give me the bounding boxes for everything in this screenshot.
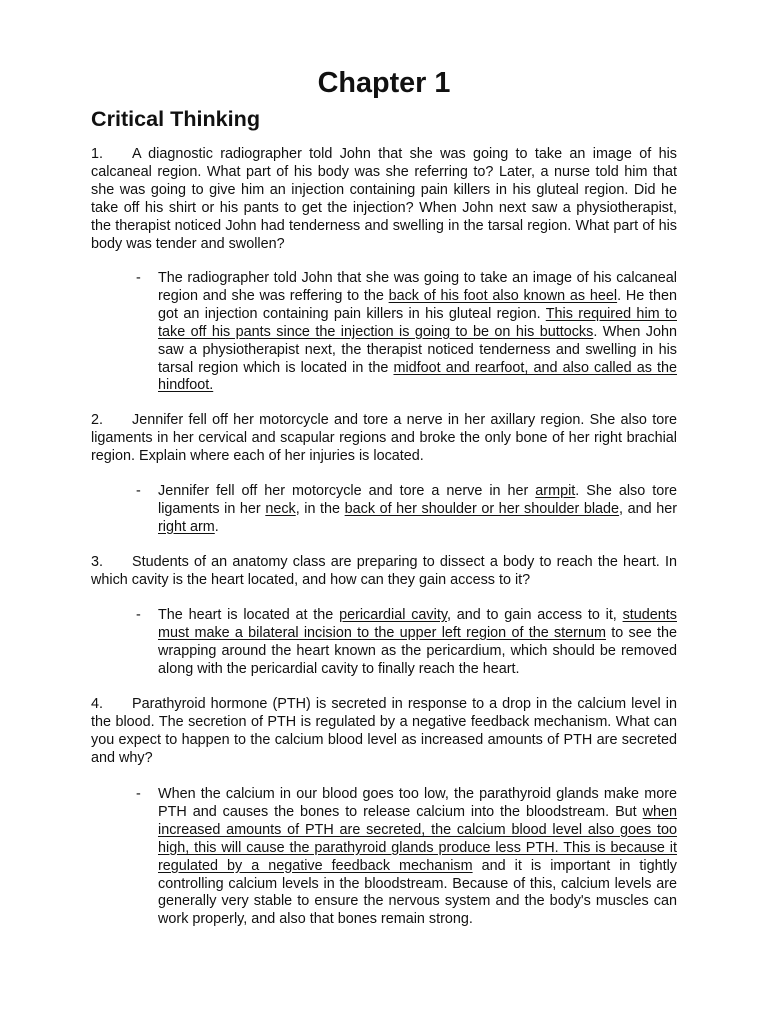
question-number: 1. — [91, 146, 104, 162]
answer-text — [158, 786, 677, 929]
chapter-title: Chapter 1 — [317, 67, 451, 99]
bullet-dash: - — [136, 786, 141, 802]
underlined-answer-phrase: pericardial cavity — [339, 607, 447, 623]
question-text: A diagnostic radiographer told John that she was going to take an image of his calcaneal region. What part of his body was she referring to? Later, a nurse told him that she was going to give him an injection containing pain killers in his gluteal region. Did he take off his shirt or his pants to get the injection? When John next saw a physiotherapist, the therapist noticed John had tenderness and swelling in the tarsal region. What part of his body was tender and swollen? — [91, 146, 677, 252]
answer-phrase: The heart is located at the — [158, 607, 340, 623]
question-2 — [91, 412, 677, 466]
question-3 — [91, 554, 677, 590]
question-1 — [91, 146, 677, 253]
underlined-answer-phrase: back of his foot also known as heel — [388, 287, 618, 304]
answer-phrase: to see the wrapping around the heart known as the pericardium, which should be removed along with the pericardial cavity to finally reach the heart. — [158, 624, 677, 677]
question-4 — [91, 696, 677, 768]
answer-phrase: , and her — [619, 500, 677, 517]
answer-phrase: . When John saw a physiotherapist next, the therapist noticed tenderness and swelling in his tarsal region which is located in the — [158, 323, 677, 376]
underlined-answer-phrase: when increased amounts of PTH are secreted, the calcium blood level also goes too high, this will cause the parathyroid glands produce less PTH. This is because it regulated by a negative feedback mechanism — [158, 803, 677, 874]
answer-phrase: The radiographer told John that she was going to take an image of his calcaneal region and she was reffering to the — [158, 270, 677, 304]
answer-phrase: . She also tore ligaments in her — [158, 483, 677, 517]
question-text: Parathyroid hormone (PTH) is secreted in response to a drop in the calcium level in the blood. The secretion of PTH is regulated by a negative feedback mechanism. What can you expect to happen to the calcium blood level as increased amounts of PTH are secreted and why? — [91, 696, 677, 766]
answer-2 — [136, 483, 677, 537]
answer-phrase: Jennifer fell off her motorcycle and tore a nerve in her — [158, 483, 536, 499]
answer-phrase: When the calcium in our blood goes too low, the parathyroid glands make more PTH and causes the bones to release calcium into the bloodstream. But — [158, 786, 677, 820]
bullet-dash: - — [136, 483, 141, 499]
underlined-answer-phrase: neck — [265, 500, 296, 517]
question-text: Students of an anatomy class are preparing to dissect a body to reach the heart. In which cavity is the heart located, and how can they gain access to it? — [91, 554, 677, 588]
question-number: 4. — [91, 696, 104, 712]
answer-phrase: . He then got an injection containing pain killers in his gluteal region. — [158, 287, 677, 322]
question-number: 2. — [91, 412, 104, 428]
section-title: Critical Thinking — [91, 106, 261, 131]
answer-phrase: , in the — [295, 500, 345, 517]
underlined-answer-phrase: This required him to take off his pants since the injection is going to be on his buttocks — [158, 305, 677, 340]
answer-4 — [136, 786, 677, 929]
answer-text — [158, 607, 677, 679]
answer-text — [158, 270, 677, 395]
underlined-answer-phrase: back of her shoulder or her shoulder blade — [344, 500, 620, 517]
answer-phrase: , and to gain access to it, — [446, 607, 623, 623]
underlined-answer-phrase: right arm — [158, 518, 215, 535]
answer-phrase: and it is important in tightly controlling calcium levels in the bloodstream. Because of this, calcium levels are generally very stable to ensure the nervous system and the body's muscles can work properly, and also that bones remain strong. — [158, 857, 677, 928]
bullet-dash: - — [136, 270, 141, 286]
question-number: 3. — [91, 554, 104, 570]
underlined-answer-phrase: students must make a bilateral incision to the upper left region of the sternum — [158, 607, 677, 641]
bullet-dash: - — [136, 607, 141, 623]
answer-1 — [136, 270, 677, 395]
answer-3 — [136, 607, 677, 679]
answer-phrase: . — [214, 518, 219, 535]
question-text: Jennifer fell off her motorcycle and tore a nerve in her axillary region. She also tore ligaments in her cervical and scapular regions and broke the only bone of her right brachial region. Explain where each of her injuries is located. — [91, 412, 677, 464]
underlined-answer-phrase: armpit — [535, 483, 576, 499]
answer-text — [158, 483, 677, 537]
underlined-answer-phrase: midfoot and rearfoot, and also called as the hindfoot. — [158, 359, 677, 394]
